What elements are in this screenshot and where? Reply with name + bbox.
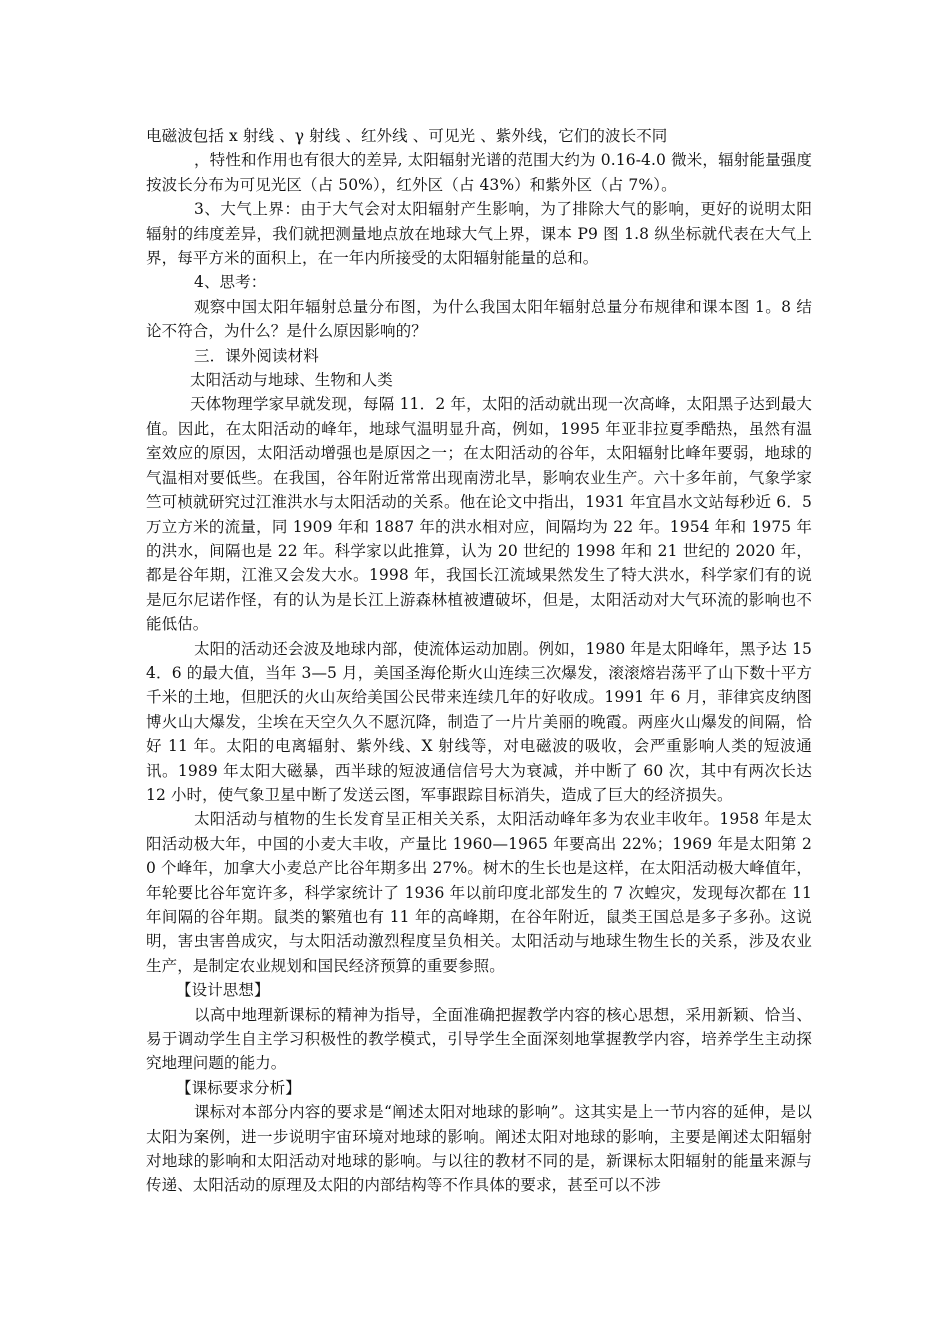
paragraph-think-question: 观察中国太阳年辐射总量分布图，为什么我国太阳年辐射总量分布规律和课本图 1。8 结论不符合，为什么？是什么原因影响的？ (146, 297, 812, 341)
heading-curriculum-analysis: 【课标要求分析】 (176, 1078, 301, 1097)
paragraph-solar-earth-interior: 太阳的活动还会波及地球内部，使流体运动加剧。例如，1980 年是太阳峰年，黑予达 154．6 的最大值，当年 3—5 月，美国圣海伦斯火山连续三次爆发，滚滚熔岩荡平了山下数十平方千米的土地，但肥沃的火山灰给美国公民带来连续几年的好收成。1991 年 6 月，菲律宾皮纳图博火山大爆发，尘埃在天空久久不愿沉降，制造了一片片美丽的晚霞。两座火山爆发的间隔，恰好 11 年。太阳的电离辐射、紫外线、X 射线等，对电磁波的吸收，会严重影响人类的短波通讯。1989 年太阳大磁暴，西半球的短波通信信号大为衰减，并中断了 60 次，其中有两次长达 12 小时，使气象卫星中断了发送云图，军事跟踪目标消失，造成了巨大的经济损失。 (146, 639, 812, 804)
section-heading-reading: 三．课外阅读材料 (194, 346, 319, 365)
paragraph-em-spectrum: 电磁波包括 x 射线 、γ 射线 、红外线 、可见光 、紫外线，它们的波长不同 (146, 127, 668, 145)
paragraph-curriculum-analysis: 课标对本部分内容的要求是“阐述太阳对地球的影响”。这其实是上一节内容的延伸，是以太阳为案例，进一步说明宇宙环境对地球的影响。阐述太阳对地球的影响，主要是阐述太阳辐射对地球的影响和太阳活动对地球的影响。与以往的教材不同的是，新课标太阳辐射的能量来源与传递、太阳活动的原理及太阳的内部结构等不作具体的要求，甚至可以不涉 (146, 1103, 812, 1195)
paragraph-solar-plants: 太阳活动与植物的生长发育呈正相关关系，太阳活动峰年多为农业丰收年。1958 年是太阳活动极大年，中国的小麦大丰收，产量比 1960—1965 年要高出 22%；1969 年是太阳第 20 个峰年，加拿大小麦总产比谷年期多出 27%。树木的生长也是这样，在太阳活动极大峰值年，年轮要比谷年宽许多，科学家统计了 1936 年以前印度北部发生的 7 次蝗灾，发现每次都在 11 年间隔的谷年期。鼠类的繁殖也有 11 年的高峰期，在谷年附近，鼠类王国总是多子多孙。这说明，害虫害兽成灾，与太阳活动激烈程度呈负相关。太阳活动与地球生物生长的关系，涉及农业生产，是制定农业规划和国民经济预算的重要参照。 (146, 810, 812, 975)
reading-title: 太阳活动与地球、生物和人类 (190, 371, 393, 390)
paragraph-think-heading: 4、思考： (194, 273, 267, 292)
heading-design-idea: 【设计思想】 (176, 981, 270, 1000)
paragraph-em-spectrum-continued: ，特性和作用也有很大的差异, 太阳辐射光谱的范围大约为 0.16-4.0 微米，辐射能量强度按波长分布为可见光区（占 50%），红外区（占 43%）和紫外区（占 7%）。 (146, 151, 812, 194)
document-body (146, 124, 812, 1198)
paragraph-solar-cycle: 天体物理学家早就发现，每隔 11．2 年，太阳的活动就出现一次高峰，太阳黑子达到最大值。因此，在太阳活动的峰年，地球气温明显升高，例如，1995 年亚非拉夏季酷热，虽然有温室效应的原因，太阳活动增强也是原因之一；在太阳活动的谷年，太阳辐射比峰年要弱，地球的气温相对要低些。在我国，谷年附近常常出现南涝北旱，影响农业生产。六十多年前，气象学家竺可桢就研究过江淮洪水与太阳活动的关系。他在论文中指出，1931 年宜昌水文站每秒近 6．5 万立方米的流量，同 1909 年和 1887 年的洪水相对应，间隔均为 22 年。1954 年和 1975 年的洪水，间隔也是 22 年。科学家以此推算，认为 20 世纪的 1998 年和 21 世纪的 2020 年，都是谷年期，江淮又会发大水。1998 年，我国长江流域果然发生了特大洪水，科学家们有的说是厄尔尼诺作怪，有的认为是长江上游森林植被遭破坏，但是，太阳活动对大气环流的影响也不能低估。 (146, 395, 812, 634)
paragraph-design-idea: 以高中地理新课标的精神为指导，全面准确把握教学内容的核心思想，采用新颖、恰当、易于调动学生自主学习积极性的教学模式，引导学生全面深刻地掌握教学内容，培养学生主动探究地理问题的能力。 (146, 1005, 812, 1073)
paragraph-upper-atmosphere: 3、大气上界：由于大气会对太阳辐射产生影响，为了排除大气的影响，更好的说明太阳辐射的纬度差异，我们就把测量地点放在地球大气上界，课本 P9 图 1.8 纵坐标就代表在大气上界，每平方米的面积上，在一年内所接受的太阳辐射能量的总和。 (146, 200, 812, 268)
